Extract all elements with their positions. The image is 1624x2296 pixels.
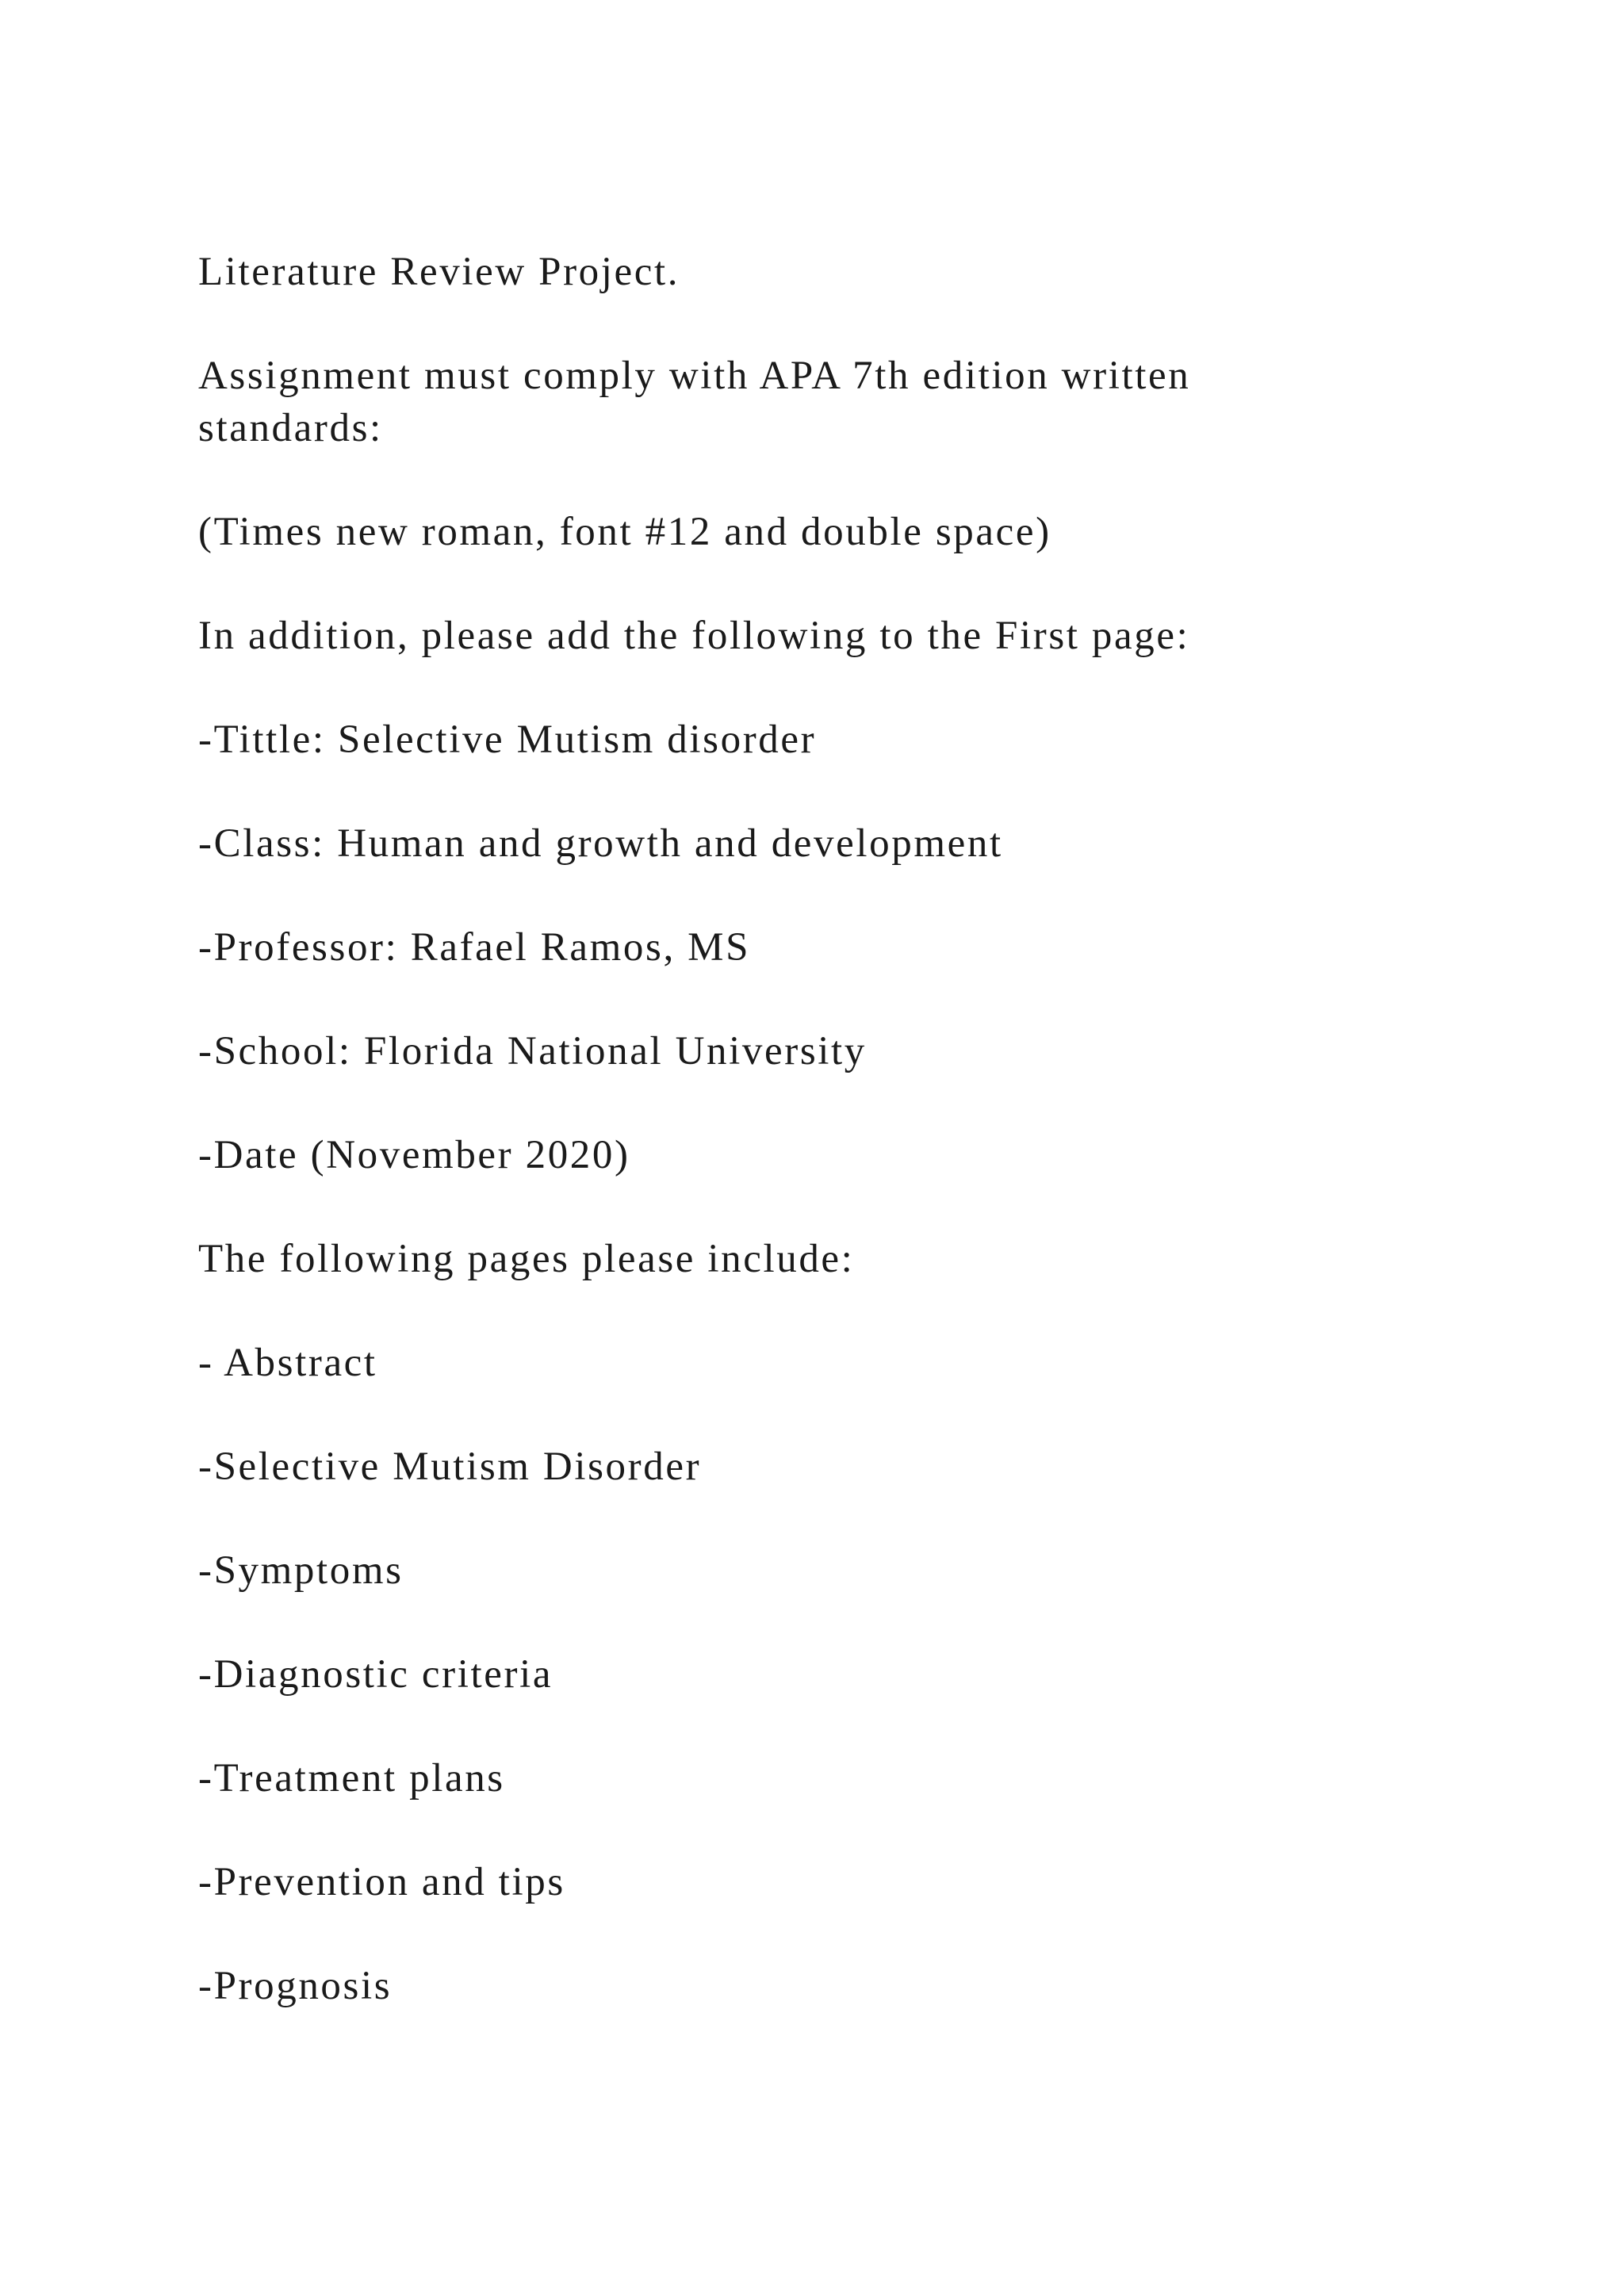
format-note: (Times new roman, font #12 and double space) <box>198 510 1051 554</box>
first-page-item-school: -School: Florida National University <box>198 1029 867 1073</box>
document-title: Literature Review Project. <box>198 250 680 294</box>
first-page-item-class: -Class: Human and growth and development <box>198 821 1003 866</box>
first-page-heading: In addition, please add the following to the First page: <box>198 614 1190 658</box>
apa-requirement: Assignment must comply with APA 7th edition written standards: <box>198 354 1191 450</box>
following-item-selective-mutism: -Selective Mutism Disorder <box>198 1445 702 1489</box>
following-item-abstract: - Abstract <box>198 1341 377 1385</box>
following-item-treatment-plans: -Treatment plans <box>198 1756 505 1800</box>
first-page-item-title: -Tittle: Selective Mutism disorder <box>198 718 817 762</box>
following-item-prevention-tips: -Prevention and tips <box>198 1860 565 1904</box>
document-body <box>198 246 1435 2064</box>
following-item-prognosis: -Prognosis <box>198 1964 393 2008</box>
following-item-symptoms: -Symptoms <box>198 1548 404 1593</box>
following-item-diagnostic-criteria: -Diagnostic criteria <box>198 1652 553 1697</box>
first-page-item-professor: -Professor: Rafael Ramos, MS <box>198 925 751 970</box>
following-pages-heading: The following pages please include: <box>198 1237 855 1281</box>
first-page-item-date: -Date (November 2020) <box>198 1133 630 1177</box>
